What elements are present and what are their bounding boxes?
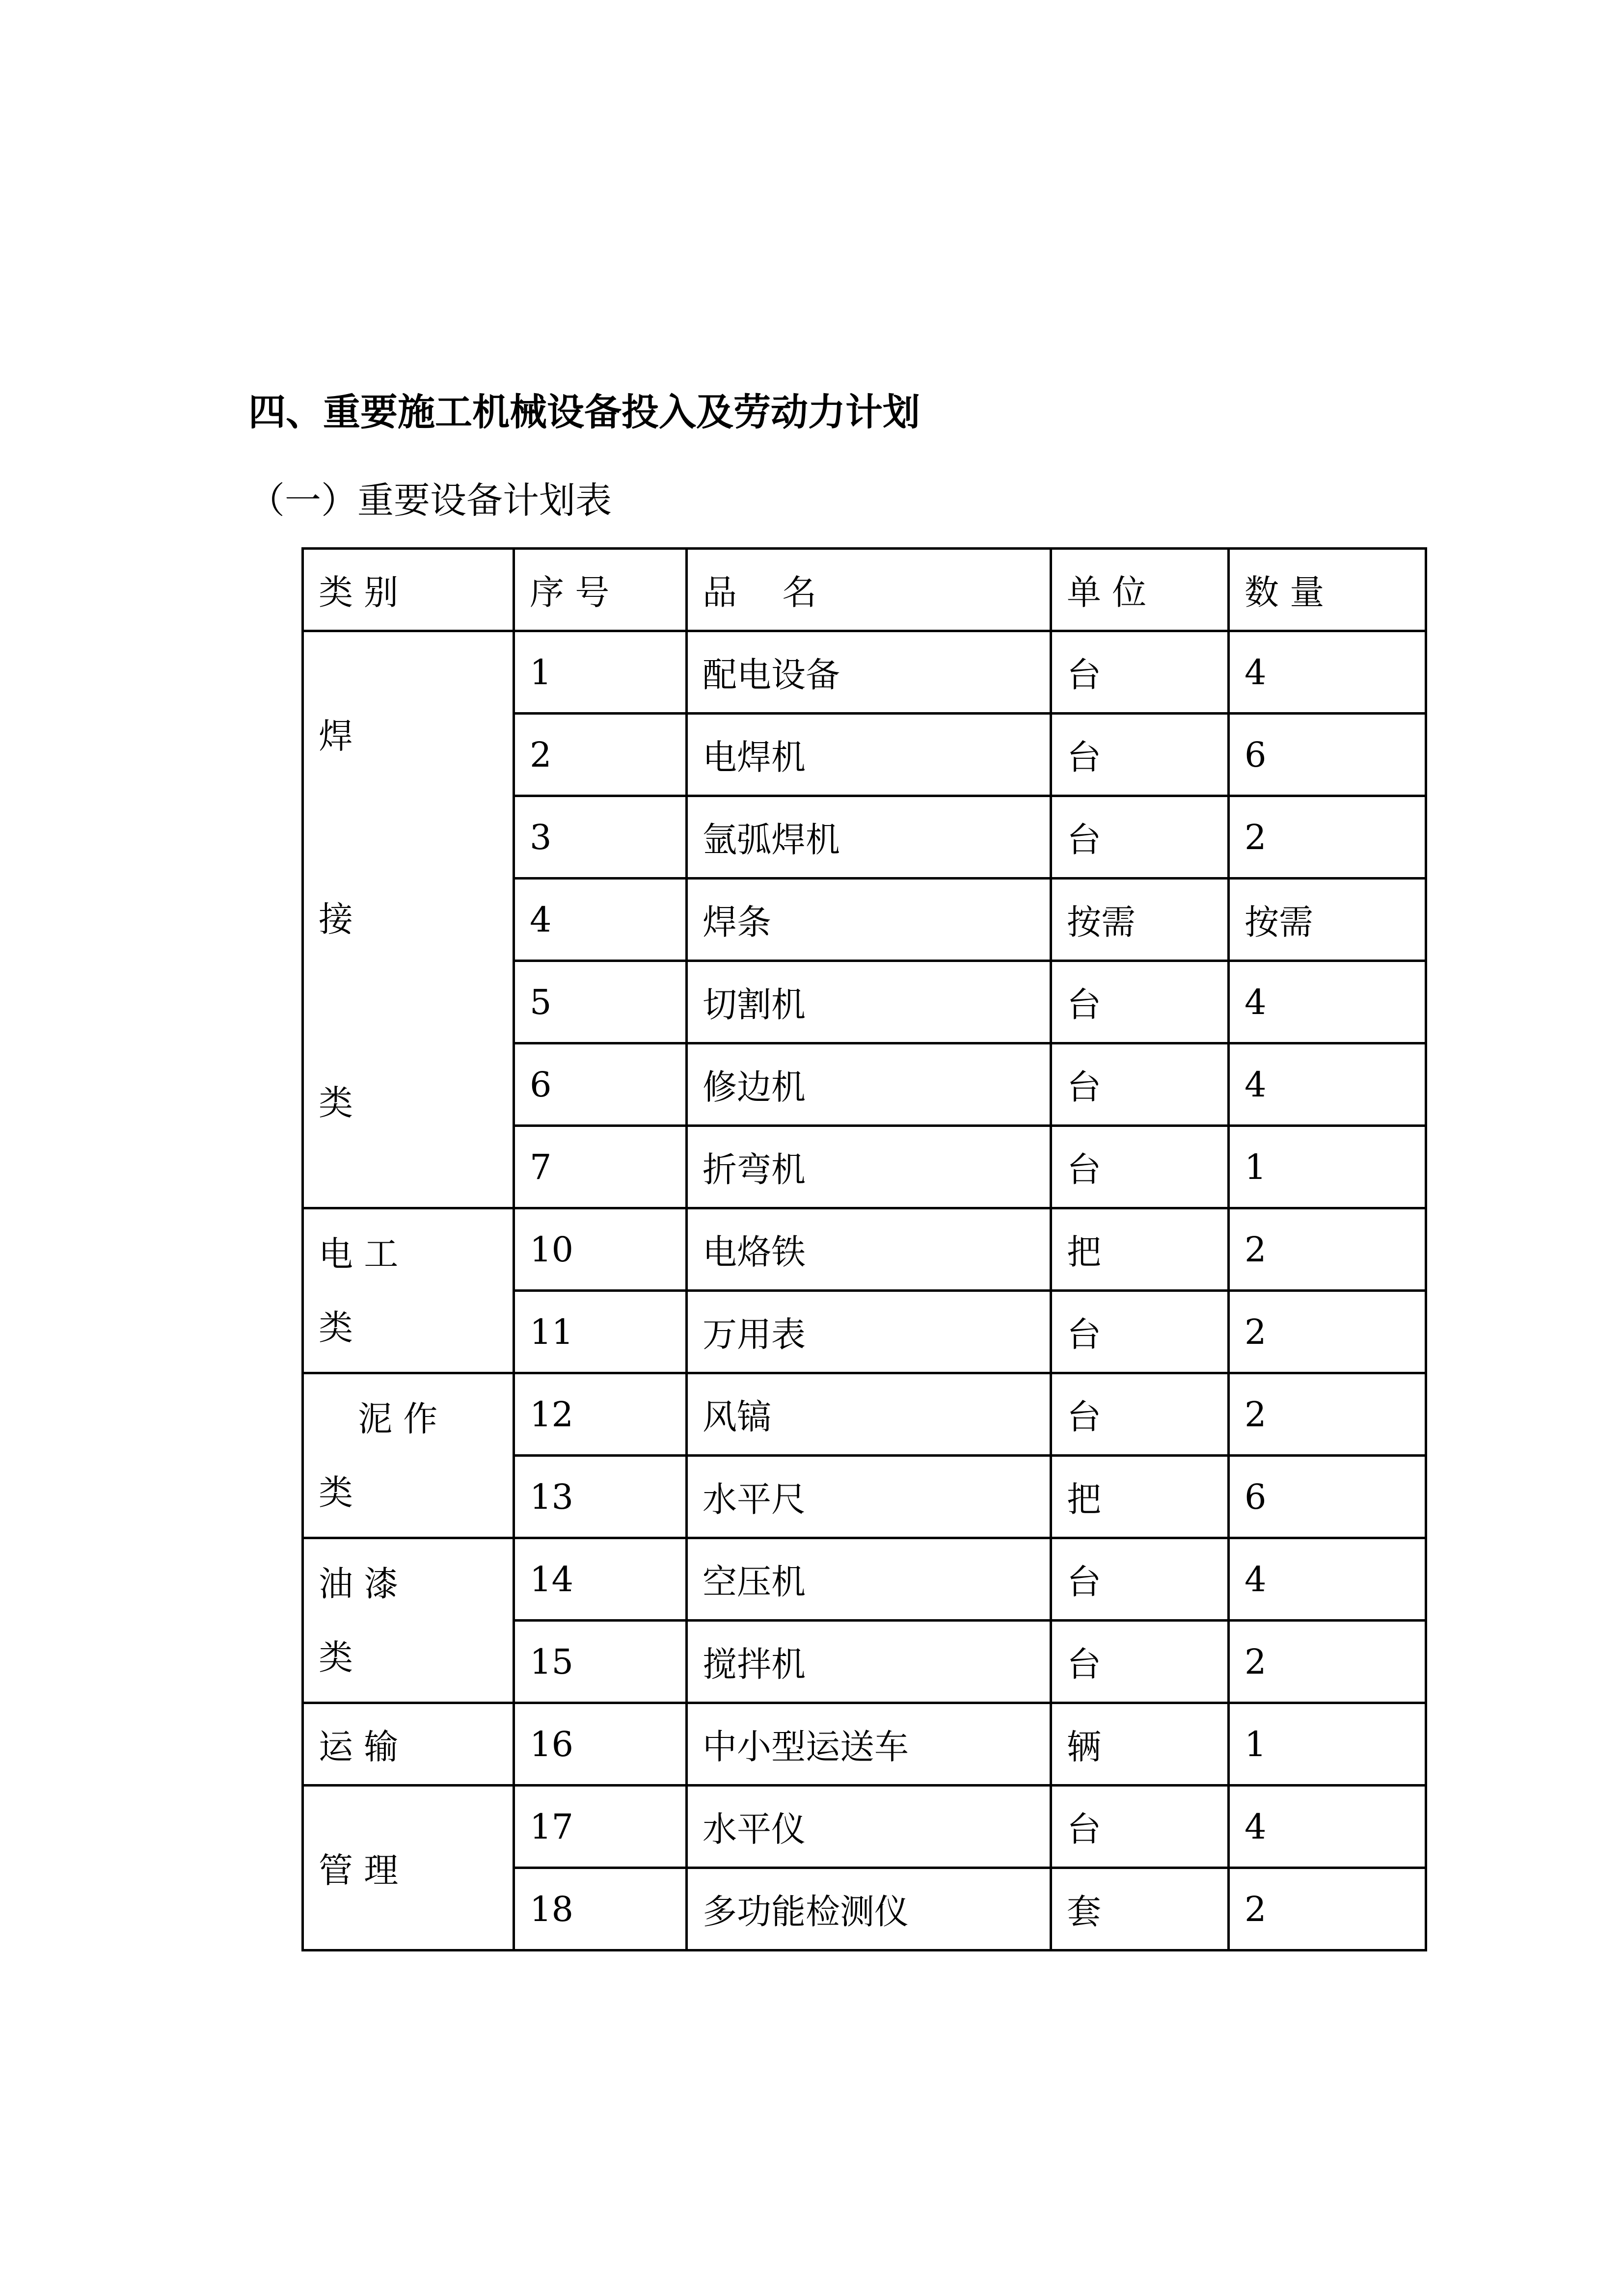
- table-row: [303, 1208, 1426, 1291]
- cell-no: 6: [514, 1043, 687, 1126]
- cell-unit: 台: [1051, 1126, 1229, 1208]
- category-label: 类: [319, 1472, 353, 1513]
- equipment-plan-table: [301, 547, 1427, 1951]
- cell-unit: 按需: [1051, 879, 1229, 961]
- cell-unit: 台: [1051, 1621, 1229, 1703]
- cell-no: 5: [514, 961, 687, 1043]
- cell-name: 焊条: [687, 879, 1051, 961]
- cell-name: 修边机: [687, 1043, 1051, 1126]
- table-header-row: [303, 549, 1426, 631]
- category-label: 油 漆: [319, 1563, 399, 1604]
- cell-unit: 辆: [1051, 1703, 1229, 1786]
- section-heading: 四、重要施工机械设备投入及劳动力计划: [248, 390, 920, 434]
- cell-unit: 台: [1051, 1538, 1229, 1621]
- cell-name: 配电设备: [687, 631, 1051, 714]
- table-row: [303, 631, 1426, 714]
- cell-name: 搅拌机: [687, 1621, 1051, 1703]
- cell-qty: 4: [1229, 1538, 1426, 1621]
- cell-name: 氩弧焊机: [687, 796, 1051, 879]
- cell-qty: 4: [1229, 961, 1426, 1043]
- cell-no: 4: [514, 879, 687, 961]
- table-row: [303, 1703, 1426, 1786]
- cell-unit: 把: [1051, 1456, 1229, 1538]
- category-label: 运 输: [319, 1727, 399, 1767]
- cell-name: 万用表: [687, 1291, 1051, 1373]
- cell-qty: 2: [1229, 1291, 1426, 1373]
- cell-qty: 6: [1229, 714, 1426, 796]
- cell-unit: 台: [1051, 796, 1229, 879]
- category-cell-painting: [303, 1538, 514, 1703]
- cell-name: 折弯机: [687, 1126, 1051, 1208]
- cell-qty: 4: [1229, 631, 1426, 714]
- cell-unit: 台: [1051, 1373, 1229, 1456]
- cell-name: 电烙铁: [687, 1208, 1051, 1291]
- category-label: 管 理: [319, 1850, 399, 1891]
- header-name: 品 名: [687, 549, 1051, 631]
- category-label: 类: [319, 1082, 353, 1123]
- category-label: 类: [319, 1307, 353, 1348]
- cell-no: 17: [514, 1786, 687, 1868]
- cell-no: 10: [514, 1208, 687, 1291]
- category-label: 接: [319, 899, 353, 940]
- cell-no: 2: [514, 714, 687, 796]
- cell-qty: 2: [1229, 796, 1426, 879]
- cell-unit: 台: [1051, 1786, 1229, 1868]
- header-unit: 单 位: [1051, 549, 1229, 631]
- table-caption: （一）重要设备计划表: [248, 480, 612, 522]
- category-label: 类: [319, 1637, 353, 1678]
- category-cell-masonry: [303, 1373, 514, 1538]
- cell-no: 15: [514, 1621, 687, 1703]
- cell-unit: 台: [1051, 1291, 1229, 1373]
- cell-qty: 4: [1229, 1043, 1426, 1126]
- cell-no: 1: [514, 631, 687, 714]
- cell-name: 风镐: [687, 1373, 1051, 1456]
- cell-unit: 把: [1051, 1208, 1229, 1291]
- cell-no: 18: [514, 1868, 687, 1950]
- cell-name: 水平仪: [687, 1786, 1051, 1868]
- cell-unit: 台: [1051, 714, 1229, 796]
- cell-name: 切割机: [687, 961, 1051, 1043]
- cell-qty: 2: [1229, 1621, 1426, 1703]
- cell-no: 12: [514, 1373, 687, 1456]
- category-label: 焊: [319, 716, 353, 757]
- cell-no: 16: [514, 1703, 687, 1786]
- category-cell-electrical: [303, 1208, 514, 1373]
- cell-name: 空压机: [687, 1538, 1051, 1621]
- cell-unit: 套: [1051, 1868, 1229, 1950]
- cell-name: 电焊机: [687, 714, 1051, 796]
- cell-qty: 2: [1229, 1868, 1426, 1950]
- cell-name: 中小型运送车: [687, 1703, 1051, 1786]
- category-label: 电 工: [319, 1233, 399, 1274]
- header-category: 类 别: [303, 549, 514, 631]
- category-cell-welding: [303, 631, 514, 1208]
- cell-qty: 2: [1229, 1373, 1426, 1456]
- cell-unit: 台: [1051, 1043, 1229, 1126]
- category-cell-management: [303, 1786, 514, 1950]
- cell-qty: 按需: [1229, 879, 1426, 961]
- cell-qty: 1: [1229, 1703, 1426, 1786]
- cell-qty: 1: [1229, 1126, 1426, 1208]
- cell-qty: 2: [1229, 1208, 1426, 1291]
- cell-no: 7: [514, 1126, 687, 1208]
- table-row: [303, 1786, 1426, 1868]
- category-cell-transport: [303, 1703, 514, 1786]
- cell-no: 14: [514, 1538, 687, 1621]
- category-label: 泥 作: [358, 1398, 438, 1439]
- cell-name: 水平尺: [687, 1456, 1051, 1538]
- cell-unit: 台: [1051, 631, 1229, 714]
- cell-no: 3: [514, 796, 687, 879]
- table-row: [303, 1538, 1426, 1621]
- cell-no: 13: [514, 1456, 687, 1538]
- cell-qty: 4: [1229, 1786, 1426, 1868]
- header-no: 序 号: [514, 549, 687, 631]
- cell-name: 多功能检测仪: [687, 1868, 1051, 1950]
- cell-qty: 6: [1229, 1456, 1426, 1538]
- cell-no: 11: [514, 1291, 687, 1373]
- table-row: [303, 1373, 1426, 1456]
- cell-unit: 台: [1051, 961, 1229, 1043]
- header-qty: 数 量: [1229, 549, 1426, 631]
